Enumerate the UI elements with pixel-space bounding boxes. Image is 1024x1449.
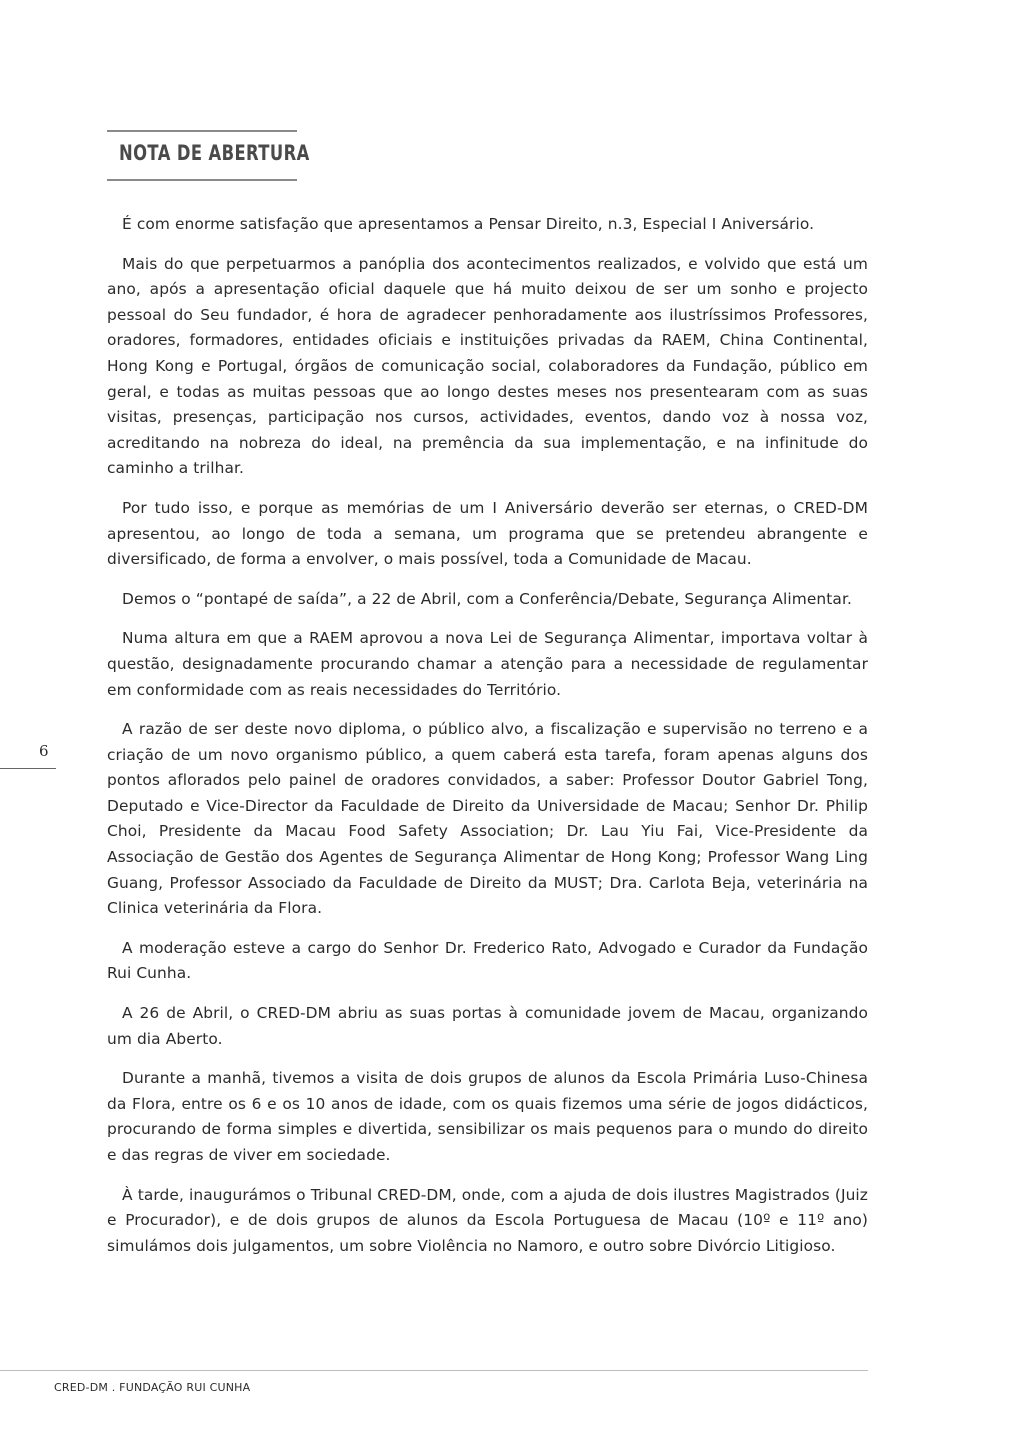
footer-text: CRED-DM . FUNDAÇÃO RUI CUNHA [54, 1381, 251, 1394]
paragraph: Numa altura em que a RAEM aprovou a nova Lei de Segurança Alimentar, importava voltar à questão, designadamente procurando chamar a atenção para a necessidade de regulamentar em conformidade com as reais necessidades do Território. [107, 629, 868, 699]
page-number-rule [0, 768, 56, 769]
paragraph: Por tudo isso, e porque as memórias de um I Aniversário deverão ser eternas, o CRED-DM apresentou, ao longo de toda a semana, um programa que se pretendeu abrangente e diversificado, de forma a envolver, o mais possível, toda a Comunidade de Macau. [107, 498, 868, 569]
section-heading [107, 130, 310, 182]
paragraph: À tarde, inaugurámos o Tribunal CRED-DM, onde, com a ajuda de dois ilustres Magistrados (Juiz e Procurador), e de dois grupos de alunos da Escola Portuguesa de Macau (10º e 11º ano) simulámos dois julgamentos, um sobre Violência no Namoro, e outro sobre Divórcio Litigioso. [107, 1185, 868, 1255]
paragraph: A razão de ser deste novo diploma, o público alvo, a fiscalização e supervisão no terreno e a criação de um novo organismo público, a quem caberá esta tarefa, foram apenas alguns dos pontos aflorados pelo painel de oradores convidados, a saber: Professor Doutor Gabriel Tong, Deputado e Vice-Director da Faculdade de Direito da Universidade de Macau; Senhor Dr. Philip Choi, Presidente da Macau Food Safety Association; Dr. Lau Yiu Fai, Vice-Presidente da Associação de Gestão dos Agentes de Segurança Alimentar de Hong Kong; Professor Wang Ling Guang, Professor Associado da Faculdade de Direito da MUST; Dra. Carlota Beja, veterinária na Clinica veterinária da Flora. [107, 720, 868, 918]
heading-bottom-rule [107, 179, 297, 181]
page-number: 6 [39, 742, 49, 760]
paragraph: Mais do que perpetuarmos a panóplia dos acontecimentos realizados, e volvido que está um ano, após a apresentação oficial daquele que há muito deixou de ser um sonho e projecto pessoal do Seu fundador, é hora de agradecer penhoradamente aos ilustríssimos Professores, oradores, formadores, entidades oficiais e instituições privadas da RAEM, China Continental, Hong Kong e Portugal, órgãos de comunicação social, colaboradores da Fundação, público em geral, e todas as muitas pessoas que ao longo destes meses nos presentearam com as suas visitas, presenças, participação nos cursos, actividades, eventos, dando voz à nossa voz, acreditando na nobreza do ideal, na premência da sua implementação, e na infinitude do caminho a trilhar. [107, 254, 868, 478]
paragraph: A 26 de Abril, o CRED-DM abriu as suas portas à comunidade jovem de Macau, organizando um dia Aberto. [107, 1004, 868, 1048]
paragraph: Demos o “pontapé de saída”, a 22 de Abril, com a Conferência/Debate, Segurança Alimentar. [122, 589, 852, 608]
paragraph: A moderação esteve a cargo do Senhor Dr. Frederico Rato, Advogado e Curador da Fundação Rui Cunha. [107, 938, 868, 983]
paragraph: Durante a manhã, tivemos a visita de dois grupos de alunos da Escola Primária Luso-Chinesa da Flora, entre os 6 e os 10 anos de idade, com os quais fizemos uma série de jogos didácticos, procurando de forma simples e divertida, sensibilizar os mais pequenos para o mundo do direito e das regras de viver em sociedade. [107, 1069, 868, 1164]
heading-title: NOTA DE ABERTURA [119, 141, 310, 165]
heading-top-rule [107, 130, 297, 132]
body-text [107, 212, 868, 1273]
footer-rule [0, 1370, 868, 1371]
paragraph: É com enorme satisfação que apresentamos a Pensar Direito, n.3, Especial I Aniversário. [122, 215, 815, 233]
